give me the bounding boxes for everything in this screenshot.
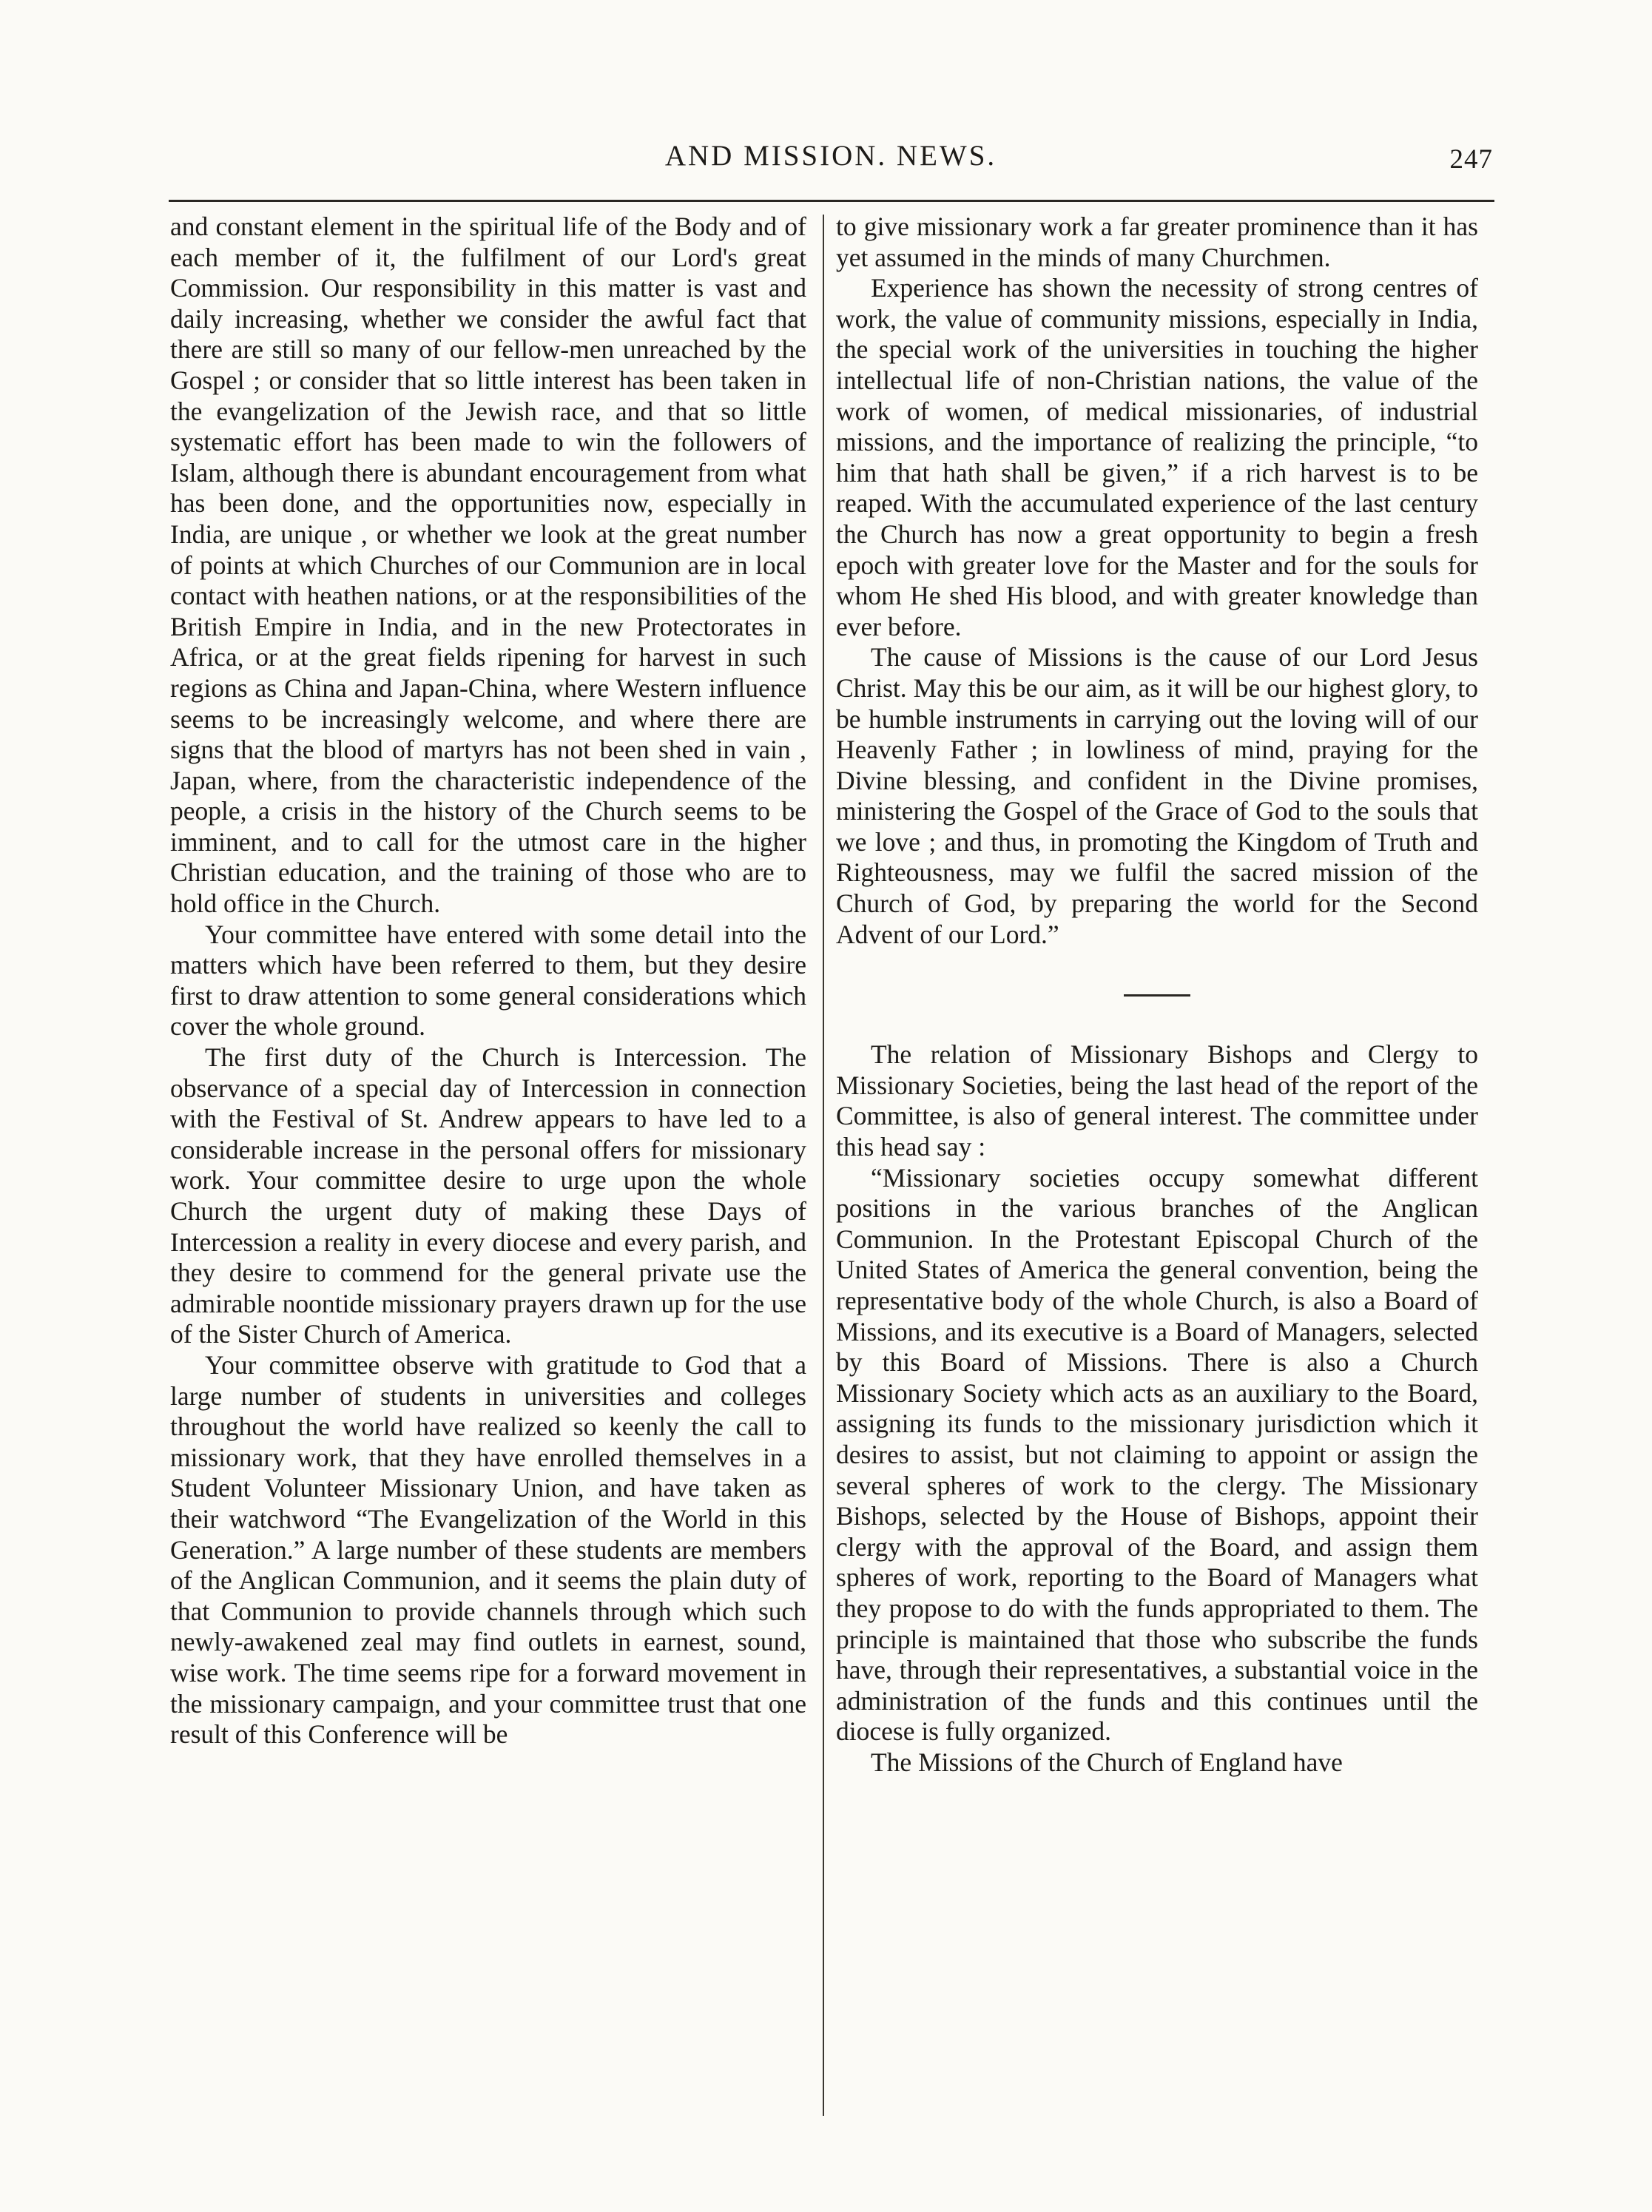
paragraph: Your committee observe with gratitude to God that a large number of students in universities and colleges throughout the world have realized so keenly the call to missionary work, that they have enrolled themselves in a Student Volunteer Missionary Union, and have taken as their watchword “The Evangelization of the World in this Generation.” A large number of these students are members of the Anglican Communion, and it seems the plain duty of that Communion to provide channels through which such newly-awakened zeal may find outlets in earnest, sound, wise work. The time seems ripe for a forward movement in the missionary campaign, and your committee trust that one result of this Conference will be <box>170 1349 806 1750</box>
paragraph: The first duty of the Church is Intercession. The observance of a special day of Intercession in connection with the Festival of St. Andrew appears to have led to a considerable increase in the personal offers for missionary work. Your committee desire to urge upon the whole Church the urgent duty of making these Days of Intercession a reality in every diocese and every parish, and they desire to commend for the general private use the admirable noontide missionary prayers drawn up for the use of the Sister Church of America. <box>170 1042 806 1349</box>
right-column <box>836 212 1478 1778</box>
column-divider <box>823 215 824 2116</box>
left-column <box>170 212 806 1750</box>
running-head: AND MISSION. NEWS. <box>664 140 997 172</box>
paragraph: The cause of Missions is the cause of our Lord Jesus Christ. May this be our aim, as it will be our highest glory, to be humble instruments in carrying out the loving will of our Heavenly Father ; in lowliness of mind, praying for the Divine blessing, and confident in the Divine promises, ministering the Gospel of the Grace of God to the souls that we love ; and thus, in promoting the Kingdom of Truth and Righteousness, may we fulfil the sacred mission of the Church of God, by preparing the world for the Second Advent of our Lord.” <box>836 642 1478 949</box>
header-rule <box>169 200 1494 202</box>
section-divider <box>1124 994 1190 997</box>
paragraph: Experience has shown the necessity of strong centres of work, the value of community missions, especially in India, the special work of the universities in touching the higher intellectual life of non-Christian nations, the value of the work of women, of medical missionaries, of industrial missions, and the importance of realizing the principle, “to him that hath shall be given,” if a rich harvest is to be reaped. With the accumulated experience of the last century the Church has now a great opportunity to begin a fresh epoch with greater love for the Master and for the souls for whom He shed His blood, and with greater knowledge than ever before. <box>836 273 1478 641</box>
page-header <box>169 139 1493 191</box>
paragraph: The Missions of the Church of England have <box>871 1747 1343 1777</box>
page-number: 247 <box>1449 144 1493 175</box>
paragraph: “Missionary societies occupy somewhat different positions in the various branches of the Anglican Communion. In the Protestant Episcopal Church of the United States of America the general convention, being the representative body of the whole Church, is also a Board of Missions, and its executive is a Board of Managers, selected by this Board of Missions. There is also a Church Missionary Society which acts as an auxiliary to the Board, assigning its funds to the missionary jurisdiction which it desires to assist, but not claiming to appoint or assign the several spheres of work to the clergy. The Missionary Bishops, selected by the House of Bishops, appoint their clergy with the approval of the Board, and assign them spheres of work, reporting to the Board of Managers what they propose to do with the funds appropriated to them. The principle is maintained that those who subscribe the funds have, through their representatives, a substantial voice in the administration of the funds and this continues until the diocese is fully organized. <box>836 1162 1478 1747</box>
paragraph: The relation of Missionary Bishops and Clergy to Missionary Societies, being the last head of the report of the Committee, is also of general interest. The committee under this head say : <box>836 1039 1478 1162</box>
paragraph: and constant element in the spiritual life of the Body and of each member of it, the fulfilment of our Lord's great Commission. Our responsibility in this matter is vast and daily increasing, whether we consider the awful fact that there are still so many of our fellow-men unreached by the Gospel ; or consider that so little interest has been taken in the evangelization of the Jewish race, and that so little systematic effort has been made to win the followers of Islam, although there is abundant encouragement from what has been done, and the opportunities now, especially in India, are unique , or whether we look at the great number of points at which Churches of our Communion are in local contact with heathen nations, or at the responsibilities of the British Empire in India, and in the new Protectorates in Africa, or at the great fields ripening for harvest in such regions as China and Japan-China, where Western influence seems to be increasingly welcome, and where there are signs that the blood of martyrs has not been shed in vain , Japan, where, from the characteristic independence of the people, a crisis in the history of the Church seems to be imminent, and to call for the utmost care in the higher Christian education, and the training of those who are to hold office in the Church. <box>170 212 806 919</box>
paragraph: to give missionary work a far greater prominence than it has yet assumed in the minds of many Churchmen. <box>836 212 1478 272</box>
paragraph: Your committee have entered with some detail into the matters which have been referred to them, but they desire first to draw attention to some general considerations which cover the whole ground. <box>170 919 806 1042</box>
